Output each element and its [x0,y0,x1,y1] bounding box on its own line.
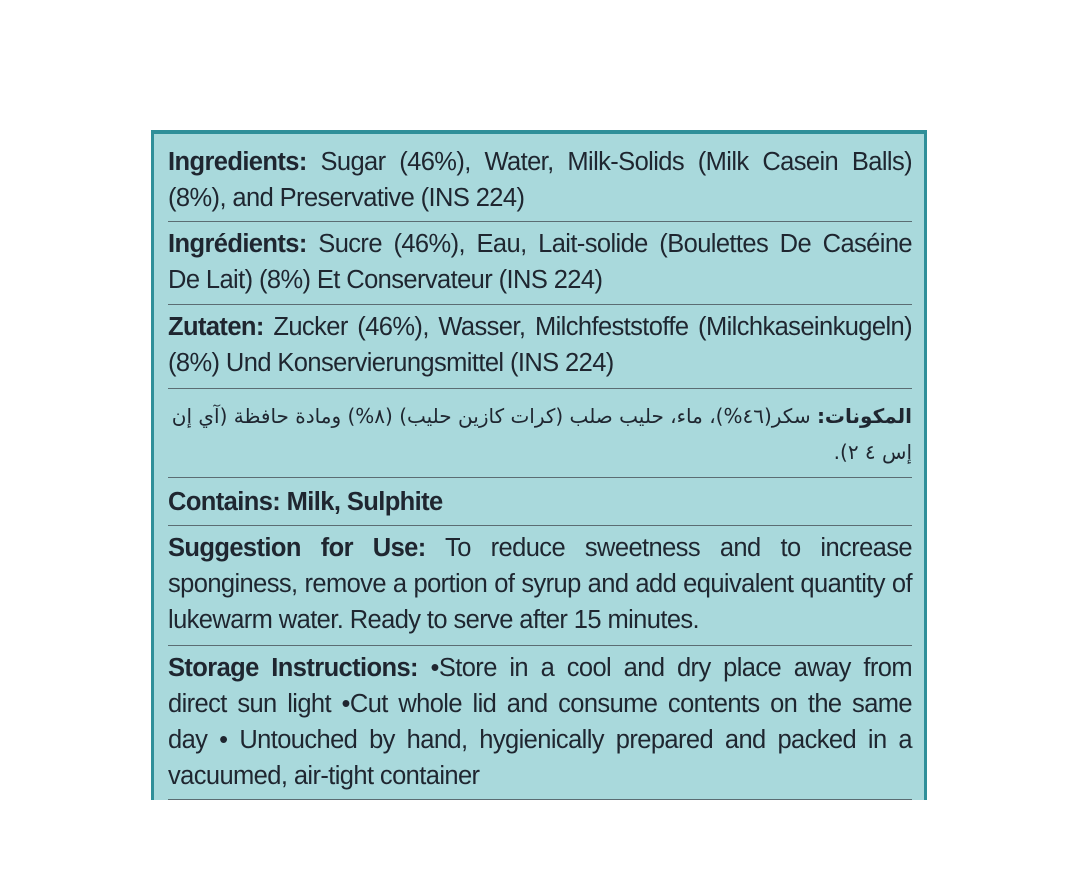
ingredients-arabic-heading: المكونات: [816,404,912,428]
ingredients-arabic [168,398,912,470]
nutrition-label-panel [151,130,927,800]
contains-allergens [168,484,912,520]
ingredients-english [168,144,912,216]
ingredients-german-text: Zucker (46%), Wasser, Milchfeststoffe (Milchkaseinkugeln) (8%) Und Konservierungsmittel (INS 224) [168,313,912,377]
suggestion-text: To reduce sweetness and to increase sponginess, remove a portion of syrup and add equivalent quantity of lukewarm water. Ready to serve after 15 minutes. [168,534,912,634]
ingredients-german [168,309,912,381]
divider [168,477,912,478]
contains-text: Contains: Milk, Sulphite [168,488,443,516]
suggestion-for-use [168,530,912,638]
ingredients-german-heading: Zutaten: [168,313,264,341]
ingredients-french [168,226,912,298]
divider [168,221,912,222]
ingredients-english-text: Sugar (46%), Water, Milk-Solids (Milk Casein Balls) (8%), and Preservative (INS 224) [168,148,912,212]
storage-text: •Store in a cool and dry place away from direct sun light •Cut whole lid and consume contents on the same day • Untouched by hand, hygienically prepared and packed in a vacuumed, air-tight container [168,654,912,790]
ingredients-english-heading: Ingredients: [168,148,307,176]
storage-instructions [168,650,912,794]
ingredients-french-heading: Ingrédients: [168,230,307,258]
ingredients-arabic-text: سكر(٤٦%)، ماء، حليب صلب (كرات كازين حليب) (٨%) ومادة حافظة (آي إن إس ٤ ٢). [171,404,912,464]
suggestion-heading: Suggestion for Use: [168,534,426,562]
ingredients-french-text: Sucre (46%), Eau, Lait-solide (Boulettes De Caséine De Lait) (8%) Et Conservateur (INS 224) [168,230,912,294]
divider [168,525,912,526]
divider [168,388,912,389]
divider [168,304,912,305]
divider [168,645,912,646]
divider [168,799,912,800]
storage-heading: Storage Instructions: [168,654,418,682]
